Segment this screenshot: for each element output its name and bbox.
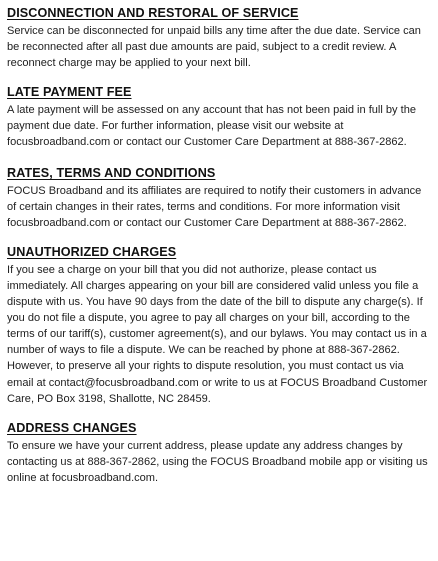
- section-disconnection-restoral: [7, 5, 431, 71]
- section-address-changes: [7, 420, 431, 486]
- section-heading: DISCONNECTION AND RESTORAL OF SERVICE: [7, 6, 299, 20]
- section-body: To ensure we have your current address, please update any address changes by contacting us at 888-367-2862, using the FOCUS Broadband mobile app or visiting us online at focusbroadband.com.: [7, 439, 428, 484]
- section-body: If you see a charge on your bill that you did not authorize, please contact us immediately. All charges appearing on your bill are considered valid unless you file a dispute with us. You have 90 days from the date of the bill to dispute any charge(s). If you do not file a dispute, you agree to pay all charges on your bill, according to the terms of our tariff(s), customer agreement(s), and our bylaws. You may contact us in a number of ways to file a dispute. We can be reached by phone at 888-367-2862. However, to preserve all your rights to dispute resolution, you must contact us via email at contact@focusbroadband.com or write to us at FOCUS Broadband Customer Care, PO Box 3198, Shallotte, NC 28459.: [7, 263, 428, 405]
- section-unauthorized-charges: [7, 244, 431, 407]
- section-heading: ADDRESS CHANGES: [7, 420, 137, 435]
- section-late-payment-fee: [7, 84, 431, 150]
- section-rates-terms-conditions: [7, 165, 431, 231]
- section-heading: UNAUTHORIZED CHARGES: [7, 244, 177, 259]
- section-heading: RATES, TERMS AND CONDITIONS: [7, 165, 216, 180]
- section-body: Service can be disconnected for unpaid bills any time after the due date. Service can be reconnected after all past due amounts are paid, subject to a credit review. A reconnect charge may be applied to your next bill.: [7, 25, 421, 70]
- section-body: A late payment will be assessed on any account that has not been paid in full by the payment due date. For further information, please visit our website at focusbroadband.com or contact our Customer Care Department at 888-367-2862.: [7, 104, 416, 149]
- section-heading: LATE PAYMENT FEE: [7, 85, 132, 100]
- section-body: FOCUS Broadband and its affiliates are required to notify their customers in advance of certain changes in their rates, terms and conditions. For more information visit focusbroadband.com or contact our Customer Care Department at 888-367-2862.: [7, 184, 422, 229]
